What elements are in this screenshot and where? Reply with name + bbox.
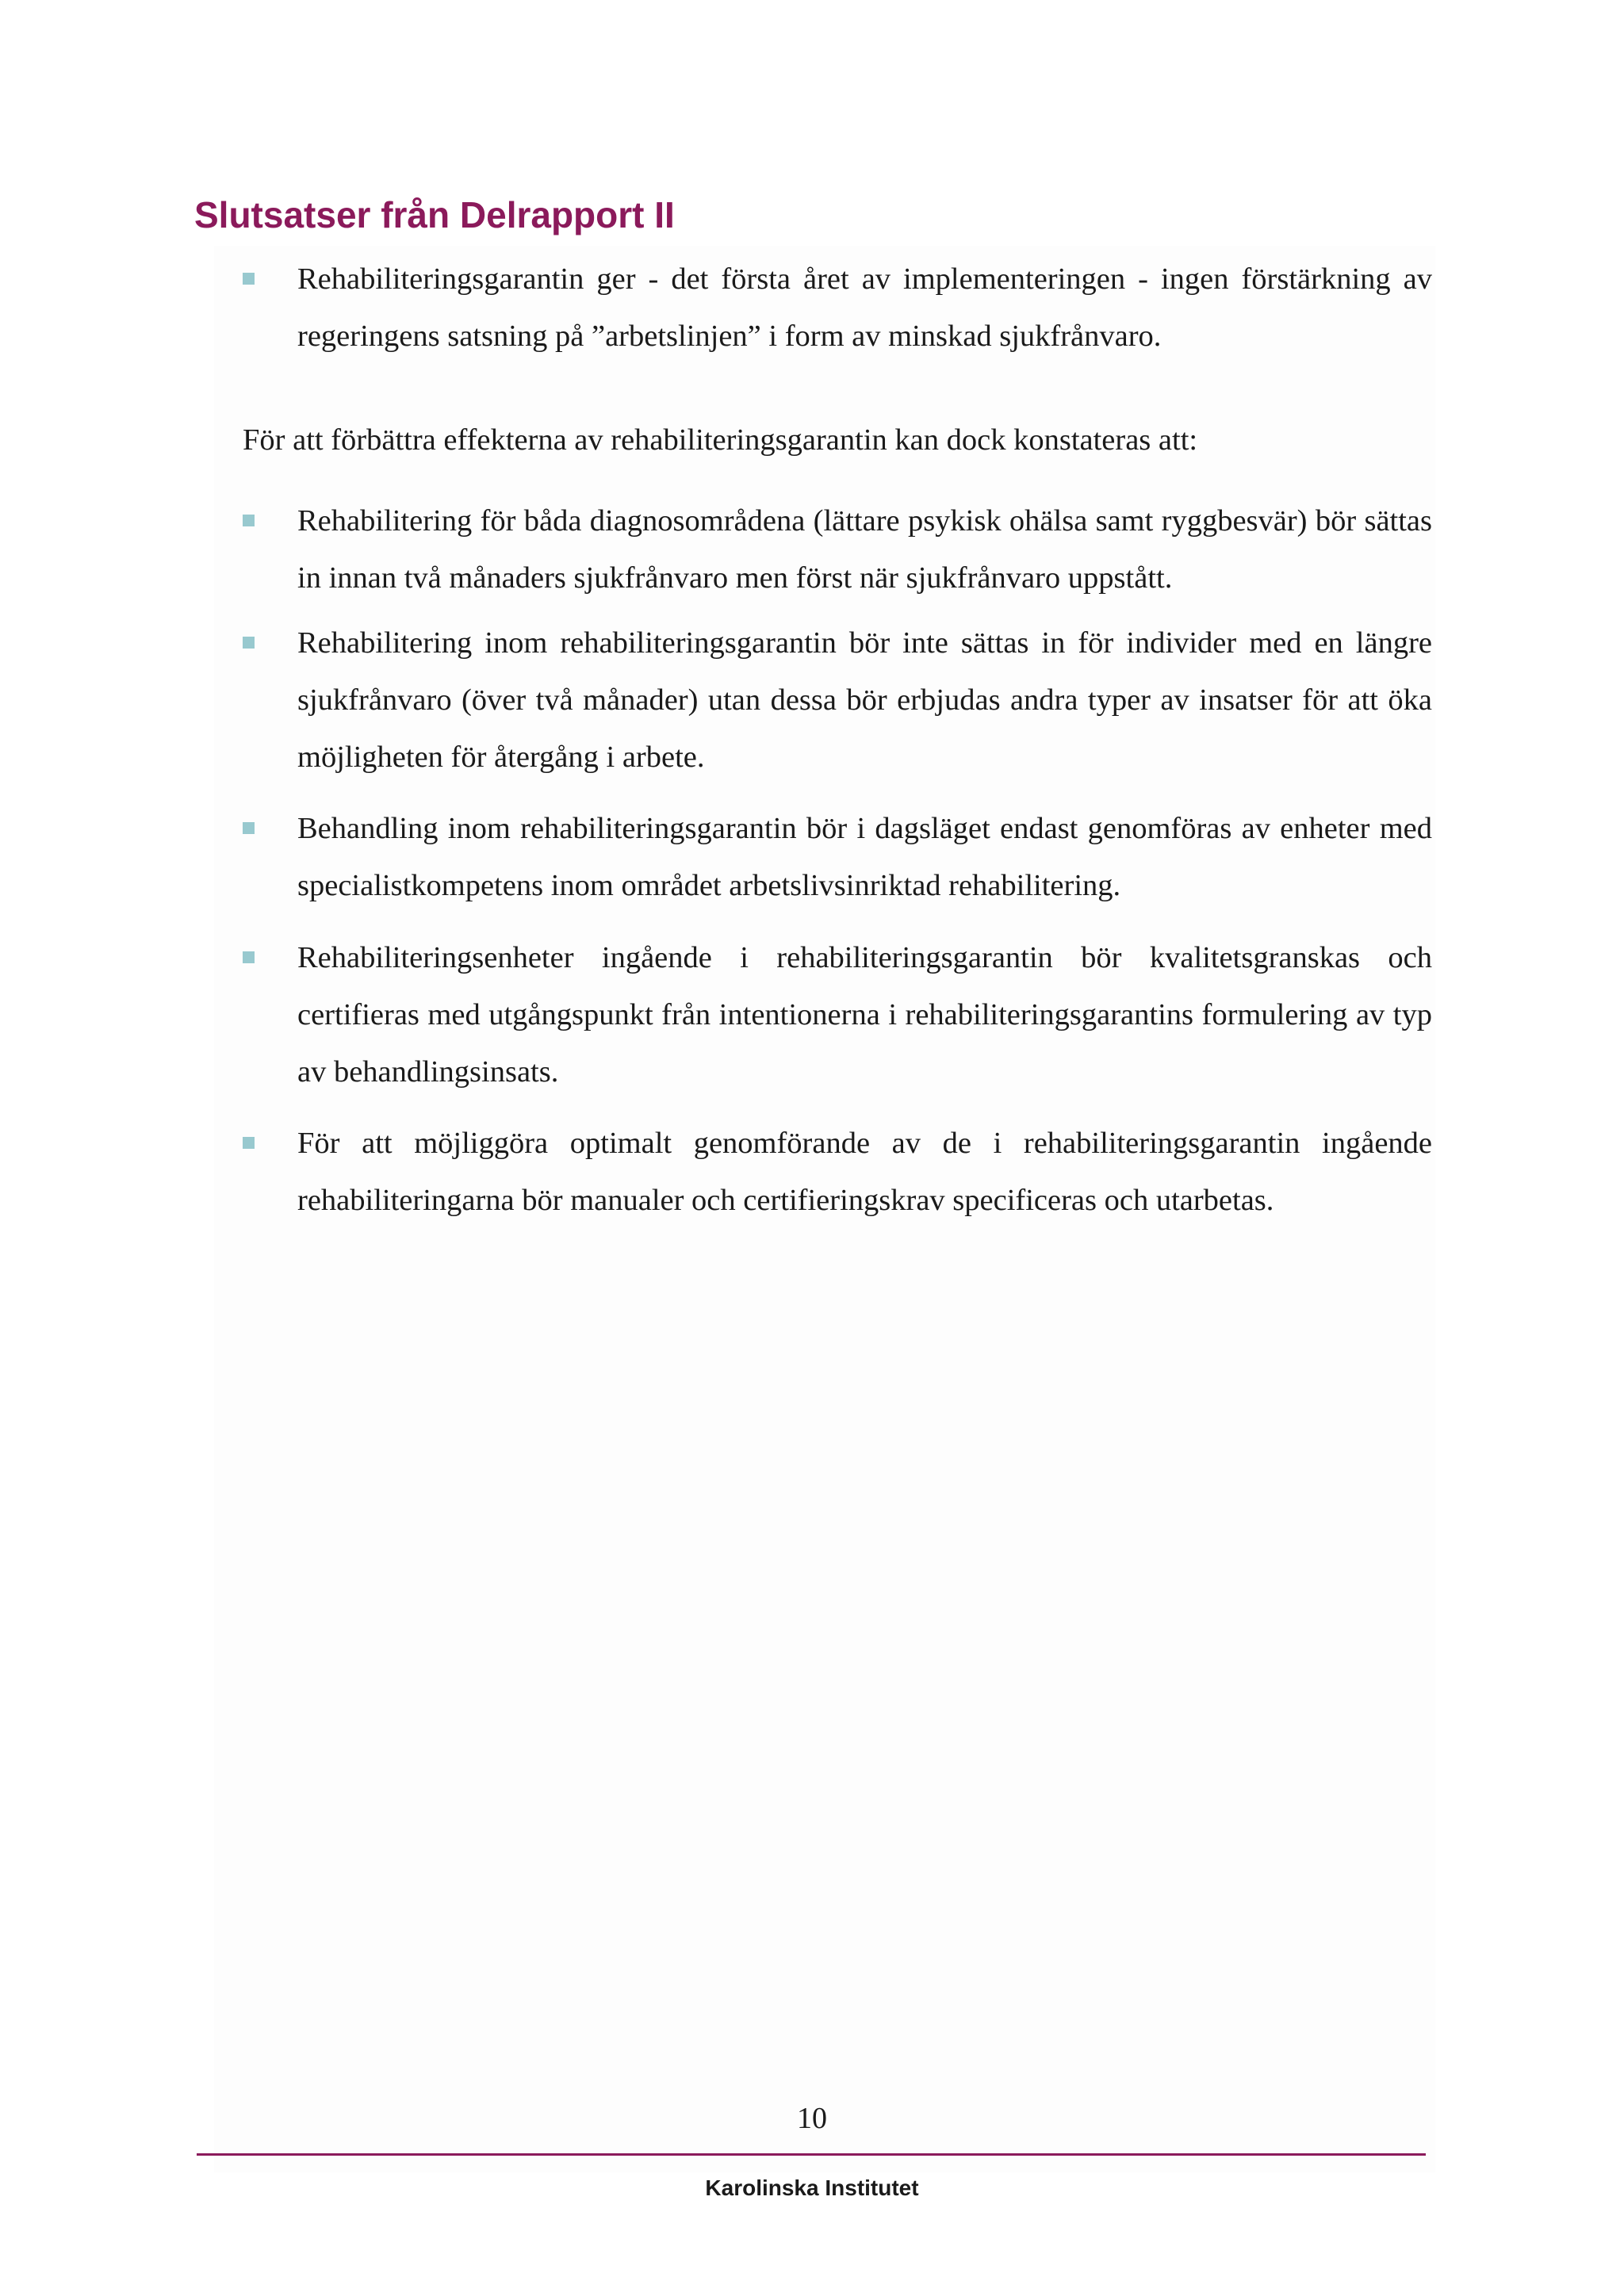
recommendation-bullet: [243, 800, 1432, 914]
bullet-text: Rehabiliteringsgarantin ger - det första året av implementeringen - ingen förstärkning av regeringens satsning på ”arbetslinjen” i form av minskad sjukfrånvaro.: [297, 262, 1432, 353]
page-number: 10: [797, 2102, 827, 2135]
recommendation-bullet: [243, 614, 1432, 786]
bullet-text: För att möjliggöra optimalt genomförande av de i rehabiliteringsgarantin ingående rehabiliteringarna bör manualer och certifieringskrav specificeras och utarbetas.: [297, 1127, 1432, 1217]
bullet-text: Behandling inom rehabiliteringsgarantin bör i dagsläget endast genomföras av enheter med specialistkompetens inom området arbetslivsinriktad rehabilitering.: [297, 812, 1432, 902]
intro-paragraph: För att förbättra effekterna av rehabiliteringsgarantin kan dock konstateras att:: [243, 423, 1198, 457]
square-bullet-icon: [243, 637, 255, 649]
square-bullet-icon: [243, 822, 255, 834]
square-bullet-icon: [243, 273, 255, 285]
conclusion-bullet: [243, 251, 1432, 365]
recommendation-bullet: [243, 1115, 1432, 1229]
bullet-text: Rehabilitering för båda diagnosområdena (lättare psykisk ohälsa samt ryggbesvär) bör sättas in innan två månaders sjukfrånvaro men först när sjukfrånvaro uppstått.: [297, 504, 1432, 595]
recommendation-bullet: [243, 929, 1432, 1100]
square-bullet-icon: [243, 1137, 255, 1149]
footer-divider: [197, 2153, 1426, 2156]
square-bullet-icon: [243, 515, 255, 526]
bullet-text: Rehabiliteringsenheter ingående i rehabiliteringsgarantin bör kvalitetsgranskas och certifieras med utgångspunkt från intentionerna i rehabiliteringsgarantins formulering av typ av behandlingsinsats.: [297, 941, 1432, 1089]
section-heading: Slutsatser från Delrapport II: [194, 194, 675, 235]
footer-institution: Karolinska Institutet: [705, 2175, 919, 2200]
recommendation-bullet: [243, 492, 1432, 607]
square-bullet-icon: [243, 951, 255, 963]
bullet-text: Rehabilitering inom rehabiliteringsgarantin bör inte sättas in för individer med en längre sjukfrånvaro (över två månader) utan dessa bör erbjudas andra typer av insatser för att öka möjligheten för återgång i arbete.: [297, 626, 1432, 774]
